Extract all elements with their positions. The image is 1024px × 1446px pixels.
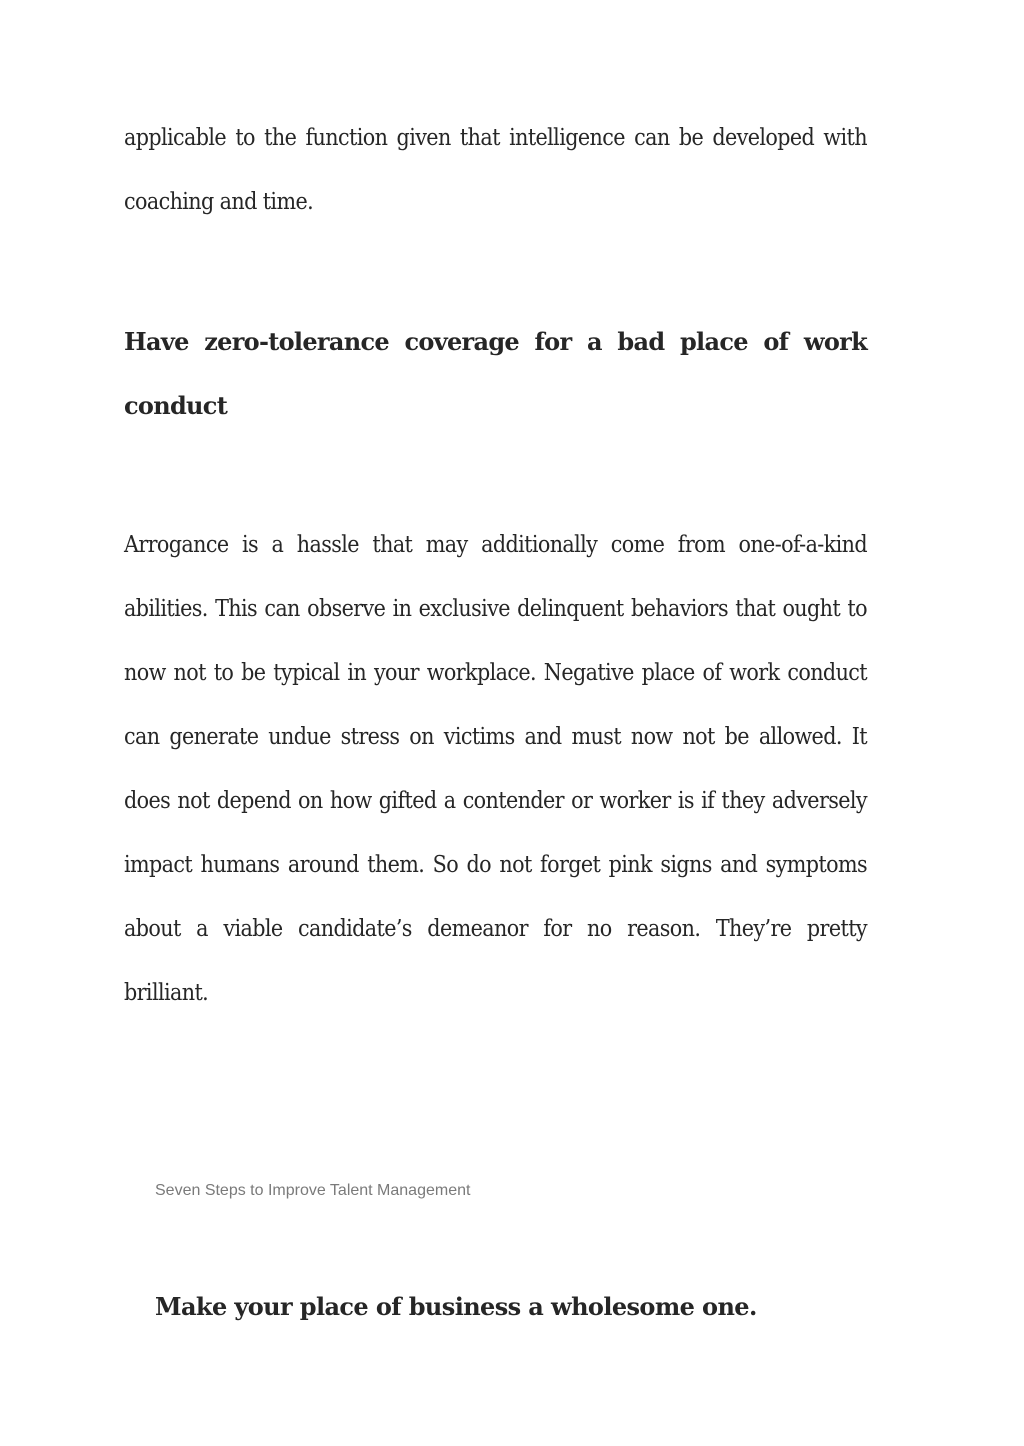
section-heading: Have zero-tolerance coverage for a bad place of work conduct xyxy=(124,327,867,420)
intro-paragraph: applicable to the function given that intelligence can be developed with coaching and time. xyxy=(124,125,867,215)
next-section-heading: Make your place of business a wholesome one. xyxy=(155,1292,757,1321)
image-caption: Seven Steps to Improve Talent Management xyxy=(155,1182,471,1199)
section-paragraph: Arrogance is a hassle that may additionally come from one-of-a-kind abilities. This can observe in exclusive delinquent behaviors that ought to now not to be typical in your workplace. Negative place of work conduct can generate undue stress on victims and must now not be allowed. It does not depend on how gifted a contender or worker is if they adversely impact humans around them. So do not forget pink signs and symptoms about a viable candidate’s demeanor for no reason. They’re pretty brilliant. xyxy=(124,532,867,1006)
